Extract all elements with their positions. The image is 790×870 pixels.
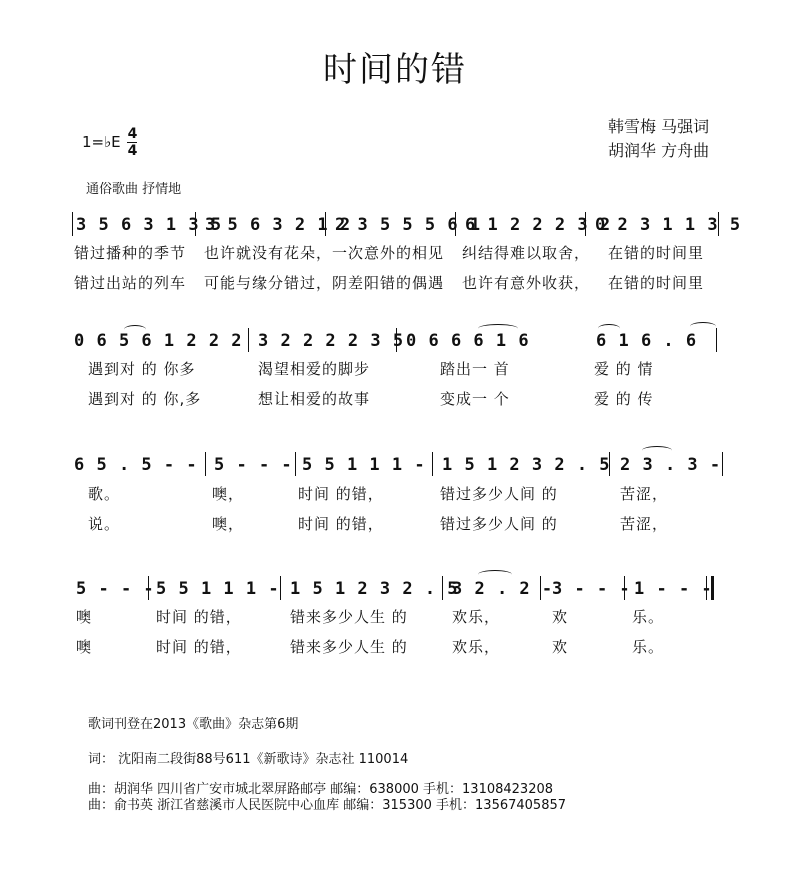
lyric1-m10: 歌。	[88, 485, 121, 503]
notes-m7: 3 2 2 2 2 3 5	[258, 331, 405, 351]
time-top: 4	[127, 126, 138, 142]
lyric1-m16: 时间 的错，	[156, 608, 242, 626]
lyric2-m1: 错过出站的列车	[74, 274, 187, 292]
notes-m14: 2 3 . 3 -	[620, 455, 722, 475]
lyric1-m17: 错来多少人生 的	[290, 608, 408, 626]
notes-m11: 5 - - -	[214, 455, 293, 475]
lyric1-m11: 噢，	[212, 485, 245, 503]
performance-style: 通俗歌曲 抒情地	[86, 182, 182, 197]
composer-credit: 胡润华 方舟曲	[608, 141, 710, 160]
key-label: 1=♭E	[82, 133, 121, 151]
notes-m16: 5 5 1 1 1 -	[156, 579, 280, 599]
lyric1-m6: 遇到对 的 你多	[88, 360, 196, 378]
lyric2-m12: 时间 的错，	[298, 515, 384, 533]
lyric2-m8: 变成一 个	[440, 390, 510, 408]
song-title: 时间的错	[323, 50, 467, 90]
lyricist-credit: 韩雪梅 马强词	[608, 117, 710, 136]
notes-m9: 6 1 6 . 6	[596, 331, 698, 351]
lyric1-m8: 踏出一 首	[440, 360, 510, 378]
notes-m20: 1 - - -	[634, 579, 713, 599]
notes-m1: 3 5 6 3 1 3 5	[76, 215, 223, 235]
notes-m4: 6 1 2 2 2 3 2	[465, 215, 612, 235]
lyric2-m20: 乐。	[632, 638, 665, 656]
notes-m12: 5 5 1 1 1 -	[302, 455, 426, 475]
lyric2-m15: 噢	[76, 638, 93, 656]
lyric1-m13: 错过多少人间 的	[440, 485, 558, 503]
lyric2-m3: 阴差阳错的偶遇	[332, 274, 445, 292]
lyric2-m11: 噢，	[212, 515, 245, 533]
notes-m8: 0 6 6 6 1 6	[406, 331, 530, 351]
lyric1-m18: 欢乐，	[452, 608, 501, 626]
notes-m17: 1 5 1 2 3 2 . 5	[290, 579, 459, 599]
lyric1-m19: 欢	[552, 608, 569, 626]
notes-m10: 6 5 . 5 - -	[74, 455, 198, 475]
lyric1-m20: 乐。	[632, 608, 665, 626]
notes-m13: 1 5 1 2 3 2 . 5	[442, 455, 611, 475]
notes-m2: 3 5 6 3 2 1 2	[205, 215, 352, 235]
lyric2-m10: 说。	[88, 515, 121, 533]
lyric2-m13: 错过多少人间 的	[440, 515, 558, 533]
lyric2-m19: 欢	[552, 638, 569, 656]
notes-m5: 0 2 3 1 1 3 5	[595, 215, 742, 235]
lyric2-m9: 爱 的 传	[594, 390, 654, 408]
composer1-address: 曲：胡润华 四川省广安市城北翠屏路邮亭 邮编：638000 手机：13108423208	[88, 782, 554, 797]
lyric1-m7: 渴望相爱的脚步	[258, 360, 371, 378]
lyric1-m3: 一次意外的相见	[332, 244, 445, 262]
key-signature	[82, 127, 137, 158]
composer2-address: 曲：俞书英 浙江省慈溪市人民医院中心血库 邮编：315300 手机：13567405857	[88, 798, 567, 813]
publication-note: 歌词刊登在2013《歌曲》杂志第6期	[88, 717, 299, 732]
notes-m15: 5 - - -	[76, 579, 155, 599]
lyric2-m14: 苦涩，	[620, 515, 669, 533]
notes-m3: 2 3 5 5 5 6 1	[335, 215, 482, 235]
lyric2-m17: 错来多少人生 的	[290, 638, 408, 656]
lyric1-m2: 也许就没有花朵，	[204, 244, 333, 262]
notes-m19: 3 - - -	[552, 579, 631, 599]
lyric2-m18: 欢乐，	[452, 638, 501, 656]
time-bottom: 4	[127, 143, 138, 159]
lyric1-m4: 纠结得难以取舍，	[462, 244, 591, 262]
lyricist-address: 词： 沈阳南二段街88号611《新歌诗》杂志社 110014	[88, 752, 409, 767]
lyric2-m5: 在错的时间里	[608, 274, 705, 292]
lyric1-m1: 错过播种的季节	[74, 244, 187, 262]
notes-m18: 3 2 . 2 -	[452, 579, 554, 599]
lyric2-m4: 也许有意外收获，	[462, 274, 591, 292]
lyric1-m14: 苦涩，	[620, 485, 669, 503]
lyric1-m5: 在错的时间里	[608, 244, 705, 262]
lyric1-m12: 时间 的错，	[298, 485, 384, 503]
lyric2-m6: 遇到对 的 你,多	[88, 390, 202, 408]
lyric1-m9: 爱 的 情	[594, 360, 654, 378]
notes-m6: 0 6 5 6 1 2 2 2	[74, 331, 243, 351]
lyric2-m7: 想让相爱的故事	[258, 390, 371, 408]
lyric1-m15: 噢	[76, 608, 93, 626]
lyric2-m16: 时间 的错，	[156, 638, 242, 656]
time-signature	[127, 127, 137, 158]
lyric2-m2: 可能与缘分错过，	[204, 274, 333, 292]
